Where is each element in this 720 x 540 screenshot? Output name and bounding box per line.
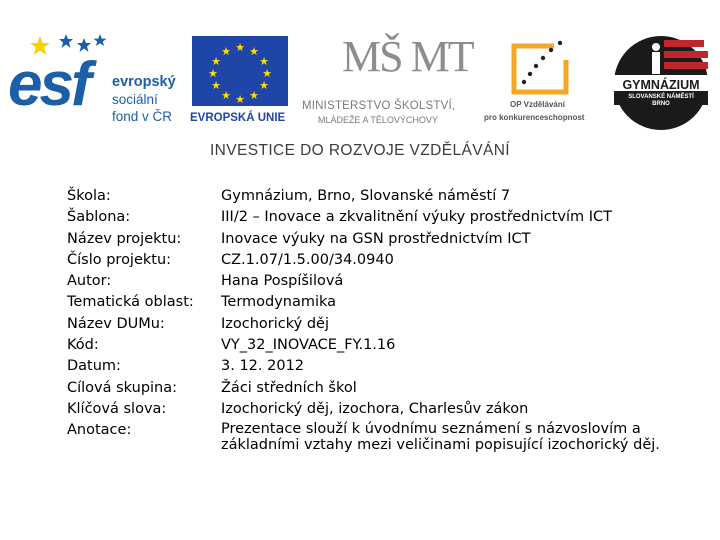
- msmt-line-1: MINISTERSTVO ŠKOLSTVÍ,: [302, 100, 456, 112]
- info-row: [67, 229, 707, 250]
- info-label: Datum:: [67, 358, 121, 375]
- svg-text:★: ★: [259, 79, 269, 92]
- info-value: Hana Pospíšilová: [221, 273, 344, 290]
- info-label: Název projektu:: [67, 230, 182, 247]
- info-row: [67, 314, 707, 335]
- msmt-logo: [302, 34, 482, 130]
- info-row: [67, 335, 707, 356]
- svg-text:★: ★: [259, 55, 269, 68]
- eu-label: EVROPSKÁ UNIE: [190, 112, 286, 124]
- info-label: Anotace:: [67, 422, 132, 439]
- school-logo-sub-1: SLOVANSKÉ NÁMĚSTÍ: [628, 94, 694, 100]
- svg-text:★: ★: [221, 89, 231, 102]
- svg-text:★: ★: [249, 89, 259, 102]
- eu-flag-icon: [192, 36, 288, 106]
- info-value: Termodynamika: [221, 294, 337, 311]
- info-value: Prezentace slouží k úvodnímu seznámení s názvoslovím a základními vztahy mezi veličinami popisující izochorický děj.: [221, 421, 660, 453]
- school-logo-name: GYMNÁZIUM: [622, 78, 700, 92]
- svg-text:★: ★: [235, 93, 245, 106]
- school-logo: [612, 34, 710, 132]
- esf-logo: [8, 34, 188, 134]
- info-value: Gymnázium, Brno, Slovanské náměstí 7: [221, 188, 511, 204]
- info-value: III/2 – Inovace a zkvalitnění výuky prostřednictvím ICT: [221, 209, 612, 226]
- project-info: [67, 186, 707, 453]
- info-label: Tematická oblast:: [67, 294, 194, 311]
- info-row: [67, 292, 707, 313]
- info-row: [67, 207, 707, 228]
- esf-line-1: evropský: [112, 74, 176, 90]
- info-row: [67, 250, 707, 271]
- eu-logo: [190, 36, 300, 128]
- svg-text:★: ★: [211, 55, 221, 68]
- info-label: Název DUMu:: [67, 315, 165, 332]
- logo-banner: [0, 0, 720, 170]
- info-value: CZ.1.07/1.5.00/34.0940: [221, 251, 394, 268]
- info-label: Klíčová slova:: [67, 400, 167, 417]
- info-label: Kód:: [67, 337, 99, 354]
- svg-text:★: ★: [262, 67, 272, 80]
- info-value: VY_32_INOVACE_FY.1.16: [221, 337, 396, 354]
- op-vk-logo: [482, 36, 602, 132]
- info-label: Číslo projektu:: [67, 251, 172, 268]
- info-row: [67, 356, 707, 377]
- svg-text:★: ★: [211, 79, 221, 92]
- info-row: [67, 186, 707, 207]
- msmt-line-2: MLÁDEŽE A TĚLOVÝCHOVY: [318, 115, 438, 125]
- info-label: Škola:: [67, 188, 111, 204]
- svg-text:★: ★: [208, 67, 218, 80]
- tagline-text: INVESTICE DO ROZVOJE VZDĚLÁVÁNÍ: [209, 142, 511, 159]
- info-value: Izochorický děj, izochora, Charlesův zákon: [221, 400, 529, 417]
- info-row: [67, 420, 707, 453]
- svg-text:★: ★: [221, 45, 231, 58]
- info-value: Žáci středních škol: [221, 379, 357, 396]
- esf-line-2: sociální: [112, 92, 158, 107]
- svg-text:★: ★: [235, 41, 245, 54]
- info-label: Cílová skupina:: [67, 379, 178, 396]
- info-row: [67, 271, 707, 292]
- esf-text: [112, 74, 176, 125]
- school-logo-subtitle: [612, 94, 710, 108]
- info-value: Izochorický děj: [221, 315, 329, 332]
- esf-line-3: fond v ČR: [112, 109, 173, 124]
- op-vk-line-1: OP Vzdělávání: [510, 100, 565, 109]
- info-label: Šablona:: [67, 209, 131, 226]
- tagline: [0, 140, 720, 160]
- school-logo-sub-2: BRNO: [652, 101, 670, 107]
- msmt-mark: MŠ MT: [342, 32, 473, 81]
- op-vk-mark-icon: [510, 36, 580, 98]
- eu-stars-icon: [192, 36, 288, 106]
- esf-mark: esf: [8, 50, 89, 119]
- op-vk-line-2: pro konkurenceschopnost: [484, 113, 585, 122]
- svg-text:★: ★: [249, 45, 259, 58]
- info-row: [67, 399, 707, 420]
- info-value: 3. 12. 2012: [221, 358, 305, 375]
- info-value: Inovace výuky na GSN prostřednictvím ICT: [221, 230, 531, 247]
- info-row: [67, 378, 707, 399]
- info-label: Autor:: [67, 273, 112, 290]
